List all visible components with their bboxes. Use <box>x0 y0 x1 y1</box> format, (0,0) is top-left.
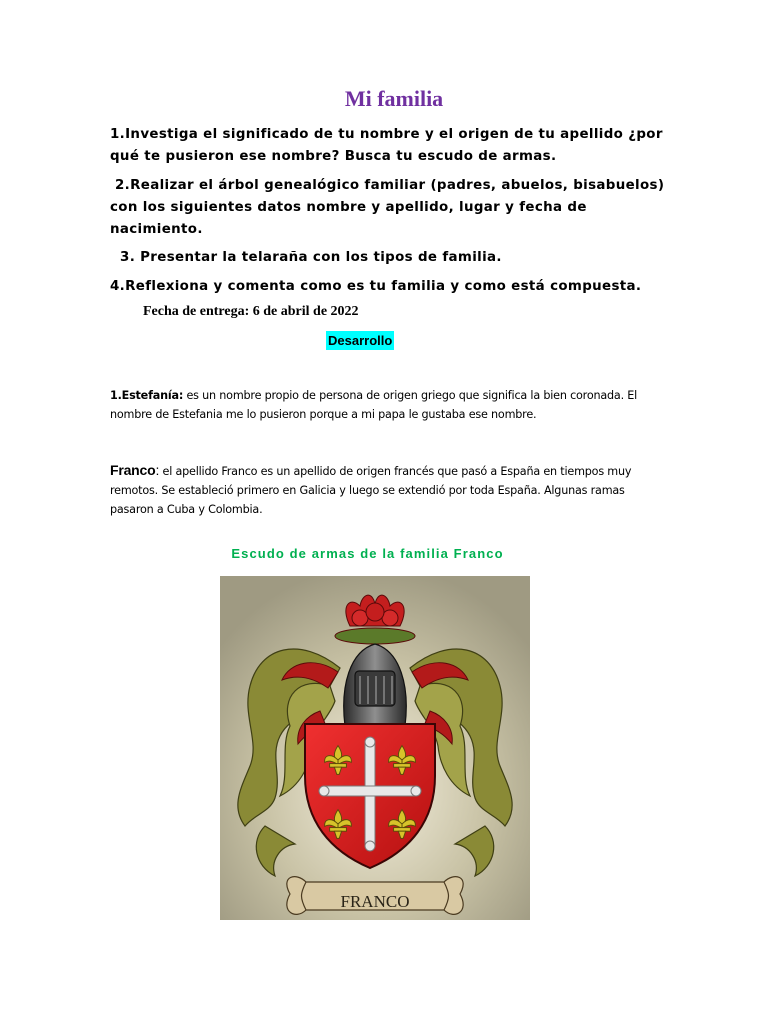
section-heading: Desarrollo <box>328 333 393 348</box>
due-date: Fecha de entrega: 6 de abril de 2022 <box>143 304 359 319</box>
name-text: es un nombre propio de persona de origen griego que significa la bien coronada. El nombre de Estefania me lo pusieron porque a mi papa le gustaba ese nombre. <box>110 389 638 421</box>
surname-colon: : <box>155 462 160 478</box>
surname-label: Franco <box>110 462 156 478</box>
task-3: 3. Presentar la telaraña con los tipos de familia. <box>110 250 502 265</box>
surname-text: el apellido Franco es un apellido de origen francés que pasó a España en tiempos muy remotos. Se estableció primero en Galicia y luego se extendió por toda España. Algunas ramas pasaron a Cuba y Colombia. <box>110 465 632 516</box>
page-title: Mi familia <box>344 86 444 111</box>
coa-scroll-text: FRANCO <box>340 892 410 911</box>
coat-of-arms-image <box>220 576 530 920</box>
name-label: 1.Estefanía: <box>110 389 184 402</box>
task-2: 2.Realizar el árbol genealógico familiar (padres, abuelos, bisabuelos) con los siguientes datos nombre y apellido, lugar y fecha de nacimiento. <box>110 178 670 237</box>
task-4: 4.Reflexiona y comenta como es tu familia y como está compuesta. <box>110 279 642 294</box>
task-1: 1.Investiga el significado de tu nombre y el origen de tu apellido ¿por qué te pusieron ese nombre? Busca tu escudo de armas. <box>110 127 663 164</box>
surname-paragraph <box>110 461 670 519</box>
image-caption: Escudo de armas de la familia Franco <box>231 546 504 561</box>
name-paragraph <box>110 386 670 424</box>
